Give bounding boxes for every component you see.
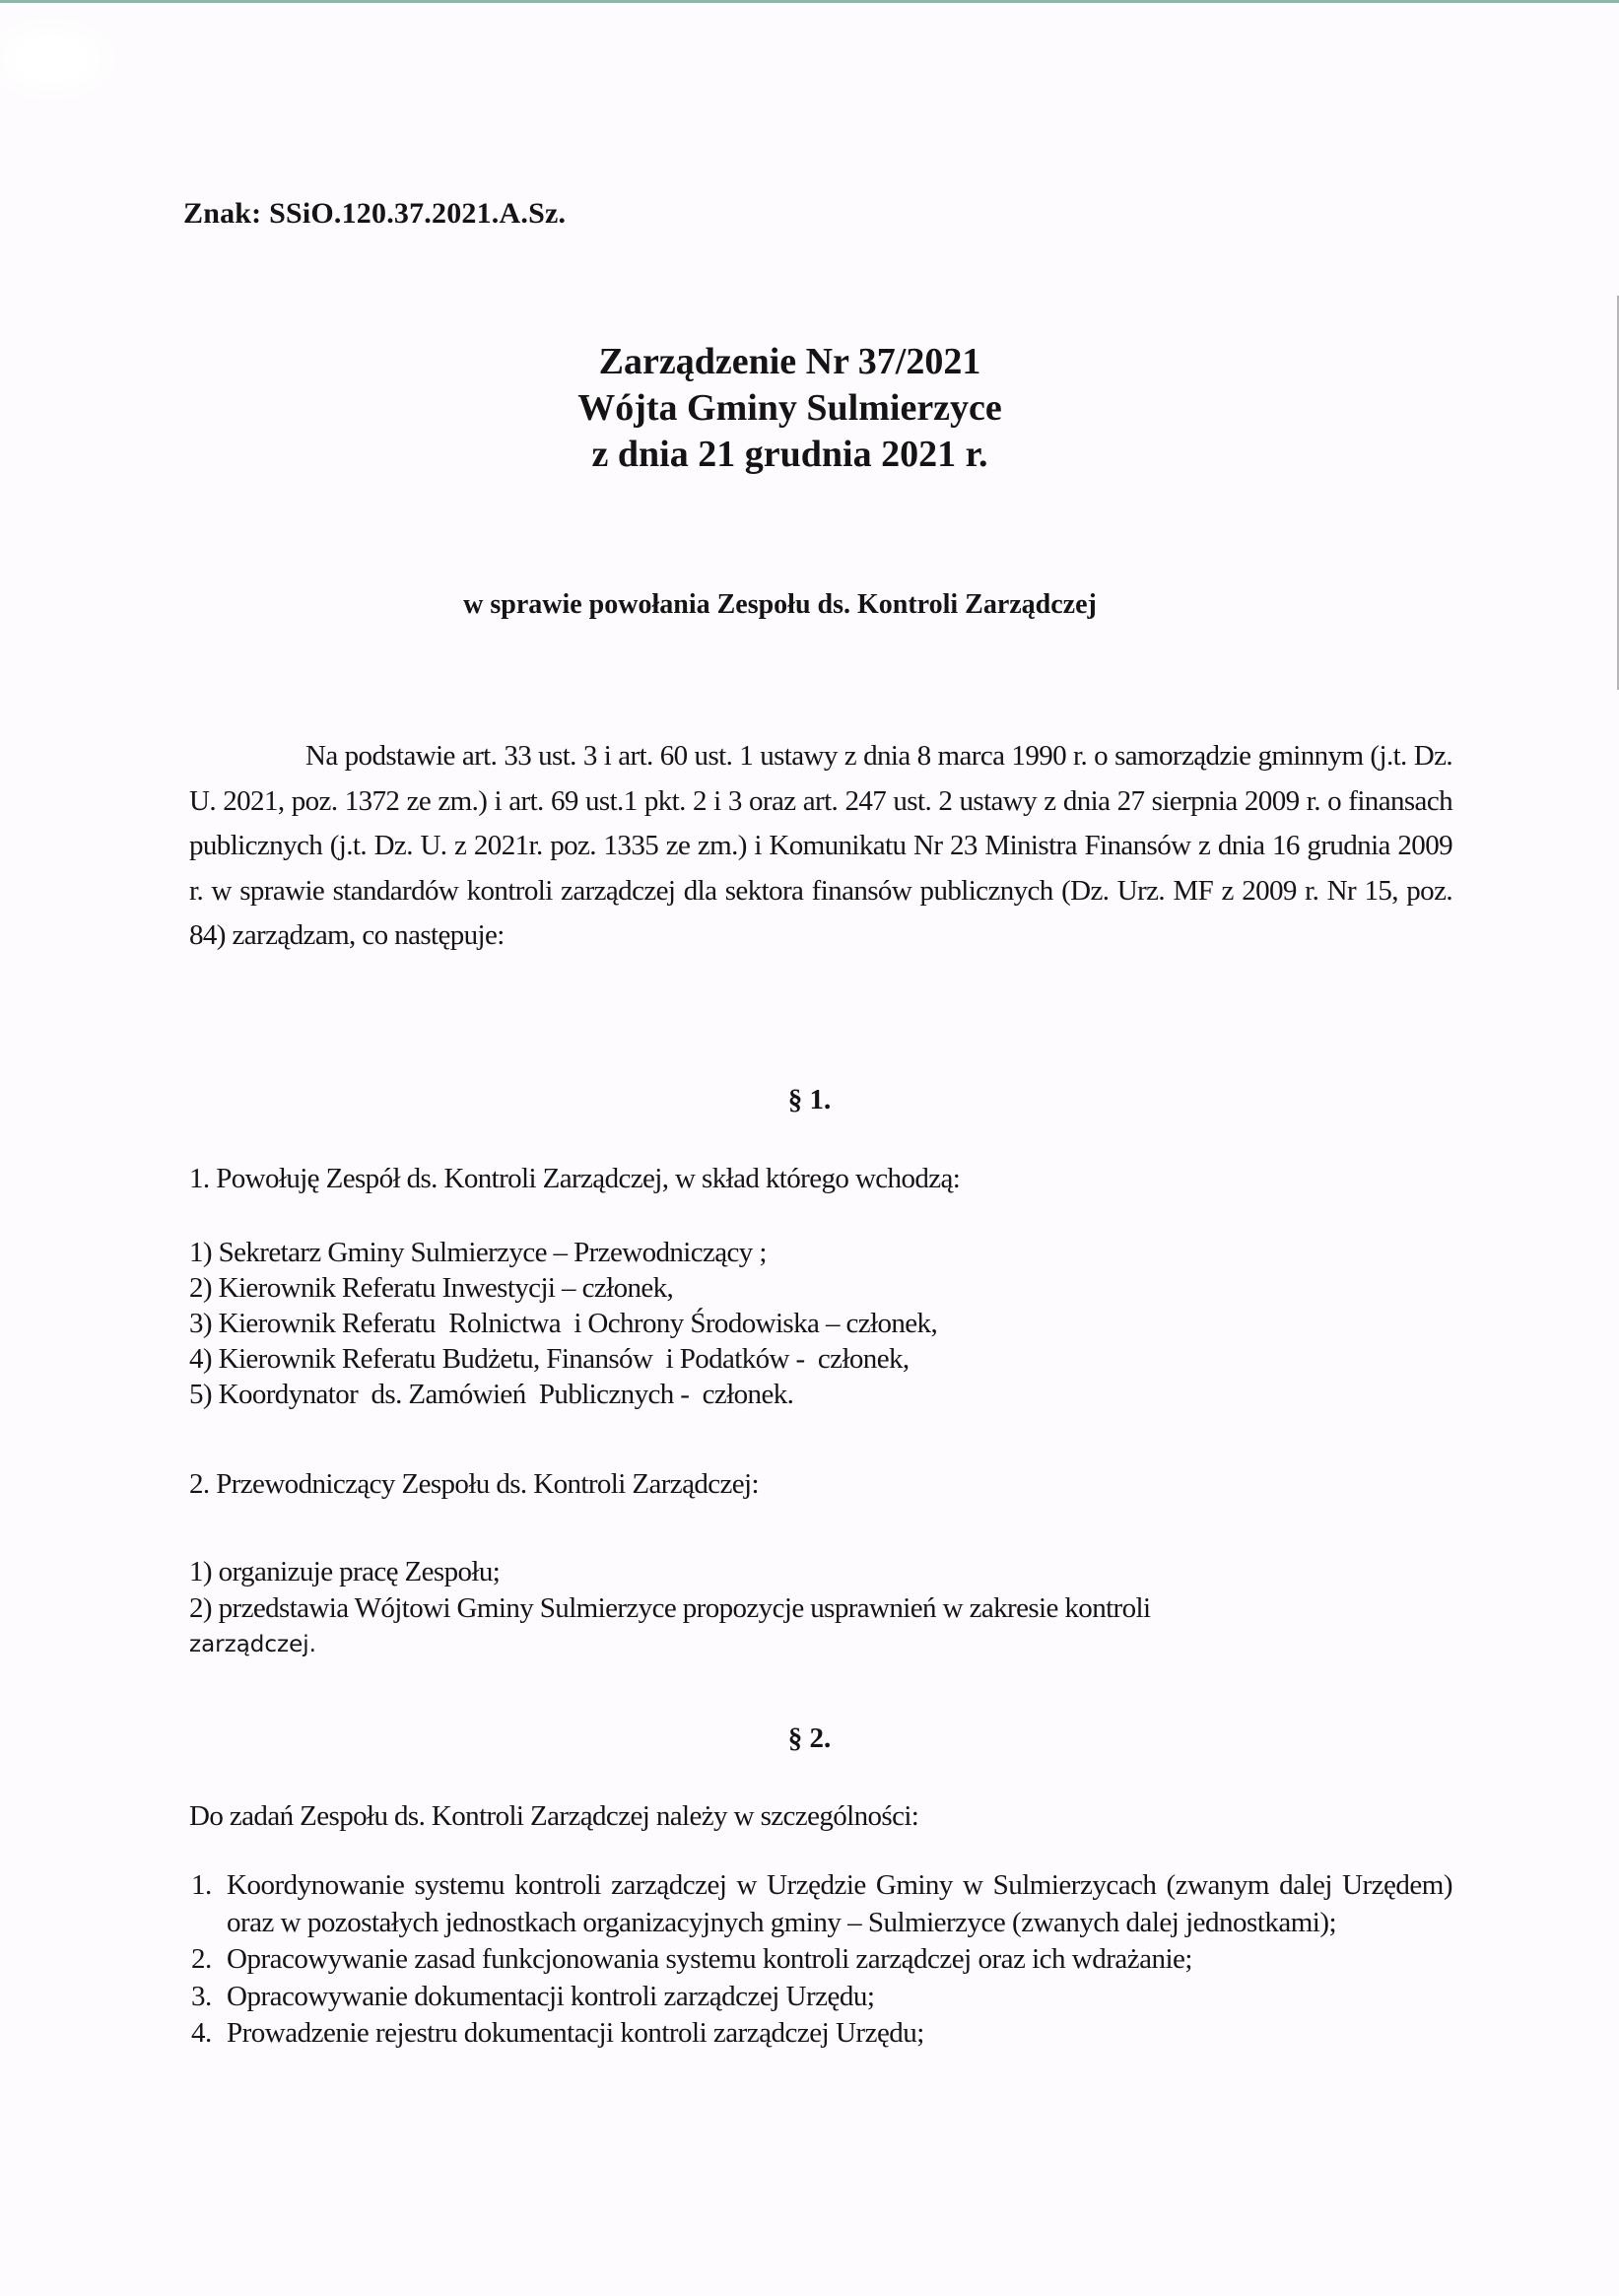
- task-text: Opracowywanie zasad funkcjonowania systemu kontroli zarządczej oraz ich wdrażanie;: [227, 1943, 1192, 1975]
- task-text: Prowadzenie rejestru dokumentacji kontroli zarządczej Urzędu;: [227, 2017, 924, 2049]
- team-member-item: 1) Sekretarz Gminy Sulmierzyce – Przewodniczący ;: [189, 1237, 767, 1268]
- section-1-mark: § 1.: [787, 1084, 832, 1115]
- reference-number: Znak: SSiO.120.37.2021.A.Sz.: [183, 197, 567, 230]
- chair-duty-item: 1) organizuje pracę Zespołu;: [189, 1556, 501, 1587]
- task-text: Koordynowanie systemu kontroli zarządczej w Urzędzie Gminy w Sulmierzycach (zwanym dalej Urzędem) oraz w pozostałych jednostkach organizacyjnych gminy – Sulmierzyce (zwanych dalej jednostkami);: [227, 1869, 1452, 1938]
- task-number: 2.: [191, 1943, 212, 1975]
- chair-duty-item: 2) przedstawia Wójtowi Gminy Sulmierzyce propozycje usprawnień w zakresie kontroli: [189, 1592, 1151, 1624]
- legal-basis-preamble: [189, 734, 1452, 959]
- task-number: 1.: [191, 1869, 212, 1901]
- task-item: [189, 1941, 1452, 1979]
- document-title: [0, 339, 1619, 478]
- title-line-issuer: Wójta Gminy Sulmierzyce: [577, 387, 1002, 429]
- team-member-item: 3) Kierownik Referatu Rolnictwa i Ochrony Środowiska – członek,: [189, 1308, 938, 1339]
- task-item: [189, 1867, 1452, 1941]
- task-text: Opracowywanie dokumentacji kontroli zarządczej Urzędu;: [227, 1980, 875, 2012]
- title-line-date: z dnia 21 grudnia 2021 r.: [591, 434, 988, 475]
- team-member-item: 2) Kierownik Referatu Inwestycji – członek,: [189, 1272, 674, 1304]
- section-1-point-2-intro: 2. Przewodniczący Zespołu ds. Kontroli Zarządczej:: [189, 1468, 759, 1500]
- title-line-order-number: Zarządzenie Nr 37/2021: [598, 341, 981, 382]
- section-2-intro: Do zadań Zespołu ds. Kontroli Zarządczej należy w szczególności:: [189, 1800, 919, 1832]
- section-2-mark: § 2.: [787, 1722, 832, 1754]
- team-member-item: 5) Koordynator ds. Zamówień Publicznych - członek.: [189, 1379, 794, 1410]
- task-item: [189, 1979, 1452, 2016]
- chair-duties-list: [189, 1554, 1150, 1663]
- document-subject: w sprawie powołania Zespołu ds. Kontroli Zarządczej: [463, 589, 1097, 620]
- task-number: 3.: [191, 1980, 212, 2012]
- section-1-point-1-intro: 1. Powołuję Zespół ds. Kontroli Zarządczej, w skład którego wchodzą:: [189, 1163, 961, 1194]
- team-members-list: [189, 1235, 937, 1412]
- task-item: [189, 2015, 1452, 2053]
- team-tasks-list: [189, 1867, 1452, 2053]
- preamble-text: Na podstawie art. 33 ust. 3 i art. 60 ust. 1 ustawy z dnia 8 marca 1990 r. o samorządzie gminnym (j.t. Dz. U. 2021, poz. 1372 ze zm.) i art. 69 ust.1 pkt. 2 i 3 oraz art. 247 ust. 2 ustawy z dnia 27 sierpnia 2009 r. o finansach publicznych (j.t. Dz. U. z 2021r. poz. 1335 ze zm.) i Komunikatu Nr 23 Ministra Finansów z dnia 16 grudnia 2009 r. w sprawie standardów kontroli zarządczej dla sektora finansów publicznych (Dz. Urz. MF z 2009 r. Nr 15, poz. 84) zarządzam, co następuje:: [189, 740, 1452, 951]
- task-number: 4.: [191, 2017, 212, 2049]
- team-member-item: 4) Kierownik Referatu Budżetu, Finansów i Podatków - członek,: [189, 1343, 910, 1375]
- chair-duty-continuation: zarządczej.: [189, 1632, 316, 1657]
